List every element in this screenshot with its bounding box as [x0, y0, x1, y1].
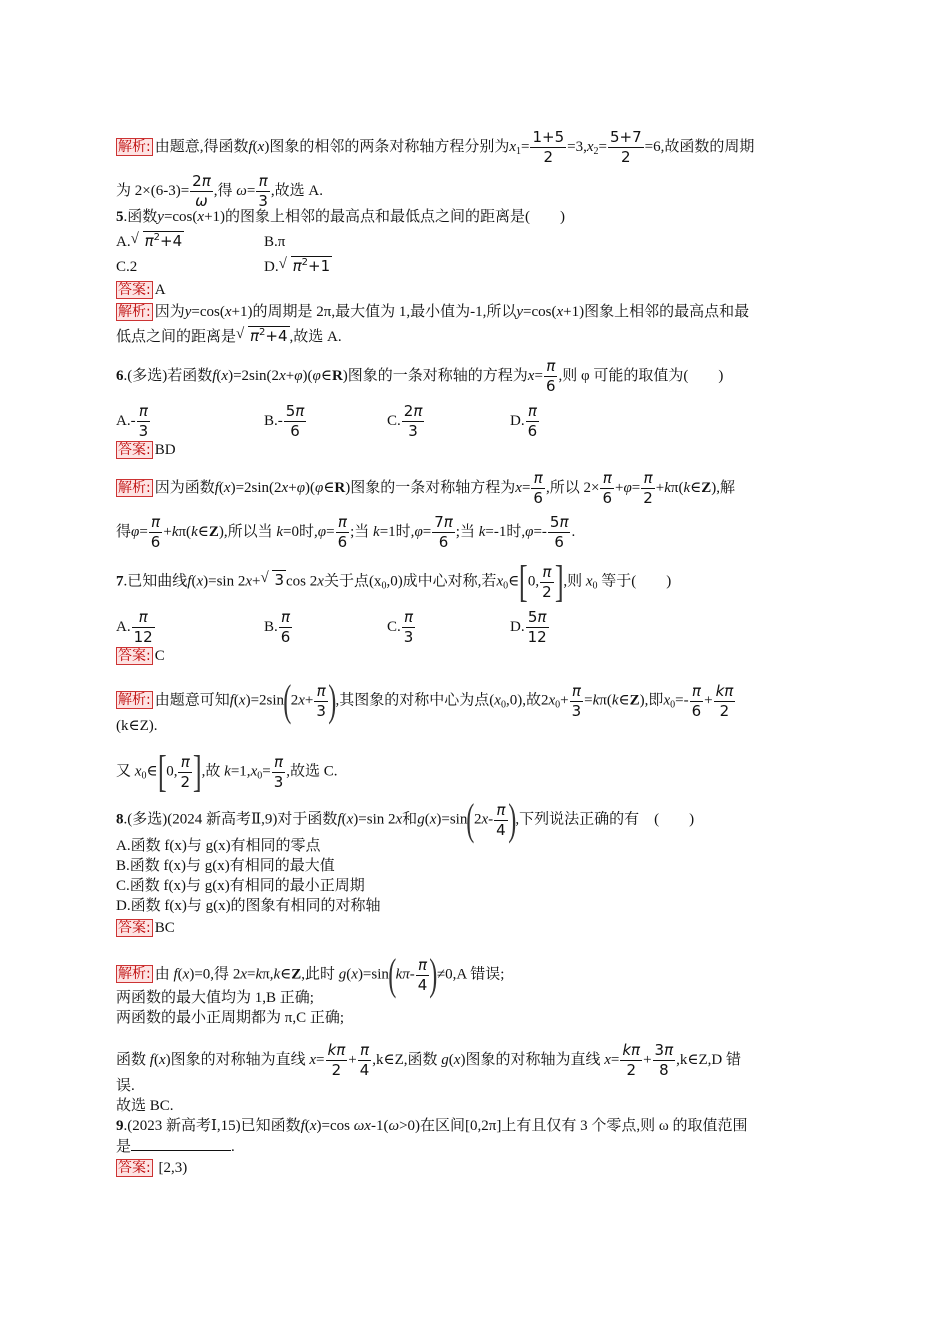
answer-tag: 答案: [118, 282, 151, 298]
q9-stem-line2: 是 . [116, 1136, 832, 1157]
q8-analysis-line5: 误. [116, 1078, 135, 1094]
q7-analysis-line3: 又 $x_0\in[0$, $\frac{\pi}{2}$ ],故 $k=1,x_0=$ $\frac{\pi}{3}$ ,故选 C. [116, 747, 338, 796]
q6-answer: 答案: BD [118, 442, 176, 458]
q8-stem: 8.(多选)(2024 新高考Ⅱ,9)对于函数f(x)=sin 2x和g(x)=sin(2x- $\frac{\pi}{4}$ ),下列说法正确的有 ( ) [116, 795, 695, 844]
q6-analysis-line2: 得φ= $\frac{\pi}{6}$ +kπ(k∈Z),所以当 k=0时,φ= $\frac{\pi}{6}$ ;当 k=1时,φ= $\frac{7\pi}{6}$ ;当 k=-1时,φ=- $\frac{5\pi}{6}$ . [116, 513, 576, 551]
q8-answer: 答案: BC [118, 920, 175, 936]
q9-answer-blank[interactable] [131, 1136, 231, 1151]
q8-analysis-line4: 函数 f(x)图象的对称轴为直线 x= $\frac{k\pi}{2}$ + $\frac{\pi}{4}$ ,k∈Z,函数 g(x)图象的对称轴为直线 x= $\frac{k\pi}{2}$ + $\frac{3\pi}{8}$ ,k∈Z,D 错 [116, 1041, 741, 1079]
q6-option-a: A.- $\frac{\pi}{3}$ [116, 402, 149, 440]
q5-options-cd [116, 256, 832, 277]
q6-stem: 6.(多选)若函数f(x)=2sin(2x+φ)(φ∈R)图象的一条对称轴的方程为x= $\frac{\pi}{6}$ ,则 φ 可能的取值为( ) [116, 357, 724, 395]
q5-option-b: B.π [264, 234, 286, 250]
q8-option-d: D.函数 f(x)与 g(x)的图象有相同的对称轴 [116, 898, 381, 914]
q7-analysis-line2: (k∈Z). [116, 718, 158, 734]
q8-analysis-line1: 解析: 由 f(x)=0,得 2x=kπ,k∈Z,此时 g(x)=sin(kπ- $\frac{\pi}{4}$ )≠0,A 错误; [118, 950, 505, 999]
q6-option-c: C. $\frac{2\pi}{3}$ [387, 402, 423, 440]
q8-option-b: B.函数 f(x)与 g(x)有相同的最大值 [116, 858, 335, 874]
q8-option-a: A.函数 f(x)与 g(x)有相同的零点 [116, 838, 321, 854]
analysis-tag: 解析: [118, 138, 151, 155]
q5-option-d: D.√ $\pi^2+1$ [264, 256, 332, 277]
q7-options: A. $\frac{\pi}{12}$ B. $\frac{\pi}{6}$ C. $\frac{\pi}{3}$ D. $\frac{5\pi}{12}$ [116, 608, 547, 646]
q5-option-a: A.√ $\pi^2+4$ [116, 231, 264, 252]
q5-options-ab [116, 231, 832, 252]
q7-analysis-line1: 解析: 由题意可知f(x)=2sin(2x+ $\frac{\pi}{3}$ ),其图象的对称中心为点$(x_0,0)$,故$2x_0+$ $\frac{\pi}{3}$ =kπ(k∈Z),即$x_0=-$ $\frac{\pi}{6}$ + $\frac{k\pi}{2}$ [118, 676, 734, 725]
q5-analysis-line1: 解析: 因为y=cos(x+1)的周期是 2π,最大值为 1,最小值为-1,所以y=cos(x+1)图象上相邻的最高点和最 [118, 304, 750, 320]
q5-analysis-line2: 低点之间的距离是√ $\pi^2+4$ ,故选 A. [116, 326, 832, 347]
q8-analysis-line2: 两函数的最大值均为 1,B 正确; [116, 990, 314, 1006]
q7-stem: 7.已知曲线f(x)=sin 2x+√ 3 cos 2x关于点$(x_0,0)$成中心对称,若$x_0\in[0$, $\frac{\pi}{2}$ ],则 $x_0$ 等于( ) [116, 560, 832, 604]
q7-answer: 答案: C [118, 648, 165, 664]
q8-analysis-line3: 两函数的最小正周期都为 π,C 正确; [116, 1010, 344, 1026]
q5-stem: 5.函数y=cos(x+1)的图象上相邻的最高点和最低点之间的距离是( ) [116, 209, 566, 225]
q8-option-c: C.函数 f(x)与 g(x)有相同的最小正周期 [116, 878, 365, 894]
q9-stem: 9.(2023 新高考Ⅰ,15)已知函数f(x)=cos ωx-1(ω>0)在区间[0,2π]上有且仅有 3 个零点,则 ω 的取值范围 [116, 1118, 748, 1134]
q5-option-c: C.2 [116, 259, 138, 275]
analysis-tag: 解析: [118, 304, 151, 320]
q5-answer: 答案: A [118, 282, 166, 298]
q9-answer: 答案: [2,3) [118, 1160, 188, 1176]
q6-option-b: B.- $\frac{5\pi}{6}$ [264, 402, 305, 440]
q6-analysis-line1: 解析: 因为函数f(x)=2sin(2x+φ)(φ∈R)图象的一条对称轴方程为x= $\frac{\pi}{6}$ ,所以 2× $\frac{\pi}{6}$ +φ= $\frac{\pi}{2}$ +kπ(k∈Z),解 [118, 469, 736, 507]
q6-option-d: D. $\frac{\pi}{6}$ [510, 402, 538, 440]
q8-analysis-line6: 故选 BC. [116, 1098, 174, 1114]
prev-analysis-line2: 为 2×(6-3)= $\frac{2\pi}{\omega}$ ,得 ω= $\frac{\pi}{3}$ ,故选 A. [116, 172, 323, 210]
prev-analysis-line1: 解析: 由题意,得函数f(x)图象的相邻的两条对称轴方程分别为$x_1=$ $\frac{1+5}{2}$ $=3,x_2=$ $\frac{5+7}{2}$ =6,故函数的周期 [118, 128, 755, 166]
q6-options [116, 402, 832, 441]
